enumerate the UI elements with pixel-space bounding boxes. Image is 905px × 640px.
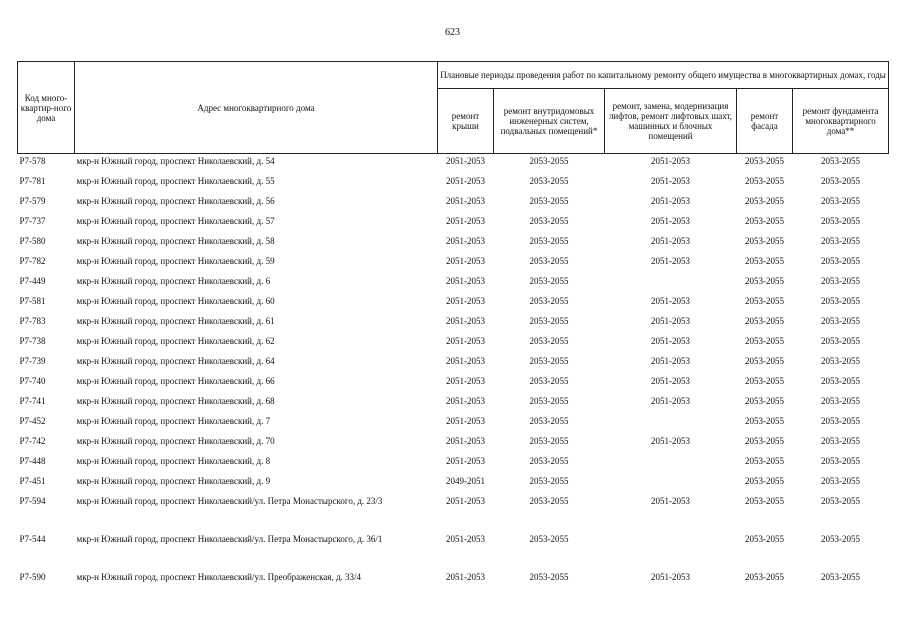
cell-facade: 2053-2055 xyxy=(745,572,784,582)
cell-address: мкр-н Южный город, проспект Николаевский, д. 68 xyxy=(76,396,275,406)
cell-lifts xyxy=(605,274,737,294)
cell-code: Р7-579 xyxy=(19,196,46,206)
cell-address: мкр-н Южный город, проспект Николаевский, д. 55 xyxy=(76,176,275,186)
cell-code: Р7-781 xyxy=(19,176,46,186)
cell-roof: 2051-2053 xyxy=(446,356,485,366)
cell-code: Р7-449 xyxy=(19,276,46,286)
cell-roof: 2051-2053 xyxy=(446,256,485,266)
cell-roof: 2051-2053 xyxy=(446,572,485,582)
cell-roof: 2051-2053 xyxy=(446,456,485,466)
cell-lifts xyxy=(605,414,737,434)
cell-code: Р7-740 xyxy=(19,376,46,386)
cell-foundation: 2053-2055 xyxy=(821,336,861,346)
cell-roof: 2051-2053 xyxy=(446,276,485,286)
cell-facade: 2053-2055 xyxy=(745,436,784,446)
cell-code: Р7-544 xyxy=(19,534,46,544)
cell-facade: 2053-2055 xyxy=(745,496,784,506)
cell-foundation: 2053-2055 xyxy=(821,496,861,506)
cell-address: мкр-н Южный город, проспект Николаевский, д. 8 xyxy=(76,456,271,466)
cell-roof: 2051-2053 xyxy=(446,156,485,166)
cell-code: Р7-578 xyxy=(19,156,46,166)
table-row xyxy=(18,154,889,175)
cell-address: мкр-н Южный город, проспект Николаевский, д. 54 xyxy=(76,156,275,166)
cell-facade: 2053-2055 xyxy=(745,376,784,386)
cell-lifts: 2051-2053 xyxy=(651,256,690,266)
header-facade: ремонт фасада xyxy=(737,89,793,154)
cell-systems: 2053-2055 xyxy=(529,416,569,426)
cell-lifts xyxy=(605,474,737,494)
cell-foundation: 2053-2055 xyxy=(821,534,861,544)
cell-foundation: 2053-2055 xyxy=(821,316,861,326)
cell-code: Р7-782 xyxy=(19,256,46,266)
table-row xyxy=(18,194,889,214)
cell-facade: 2053-2055 xyxy=(745,196,784,206)
cell-systems: 2053-2055 xyxy=(529,476,569,486)
cell-systems: 2053-2055 xyxy=(529,356,569,366)
table-row xyxy=(18,314,889,334)
cell-lifts: 2051-2053 xyxy=(651,236,690,246)
cell-address: мкр-н Южный город, проспект Николаевский/ул. Петра Монастырского, д. 23/3 xyxy=(76,496,383,506)
cell-systems: 2053-2055 xyxy=(529,196,569,206)
table-row xyxy=(18,374,889,394)
cell-facade: 2053-2055 xyxy=(745,456,784,466)
cell-lifts: 2051-2053 xyxy=(651,356,690,366)
cell-roof: 2049-2051 xyxy=(446,476,485,486)
cell-roof: 2051-2053 xyxy=(446,436,485,446)
cell-roof: 2051-2053 xyxy=(446,336,485,346)
cell-address: мкр-н Южный город, проспект Николаевский, д. 58 xyxy=(76,236,275,246)
header-address: Адрес многоквартирного дома xyxy=(75,62,438,154)
cell-address: мкр-н Южный город, проспект Николаевский, д. 60 xyxy=(76,296,275,306)
table-row xyxy=(18,294,889,314)
cell-address: мкр-н Южный город, проспект Николаевский, д. 70 xyxy=(76,436,275,446)
cell-foundation: 2053-2055 xyxy=(821,236,861,246)
cell-roof: 2051-2053 xyxy=(446,396,485,406)
cell-roof: 2051-2053 xyxy=(446,376,485,386)
cell-lifts: 2051-2053 xyxy=(651,216,690,226)
cell-foundation: 2053-2055 xyxy=(821,416,861,426)
cell-address: мкр-н Южный город, проспект Николаевский/ул. Петра Монастырского, д. 36/1 xyxy=(76,534,383,544)
cell-lifts: 2051-2053 xyxy=(651,296,690,306)
header-systems: ремонт внутридомовых инженерных систем, подвальных помещений* xyxy=(494,89,605,154)
cell-address: мкр-н Южный город, проспект Николаевский, д. 9 xyxy=(76,476,271,486)
cell-foundation: 2053-2055 xyxy=(821,276,861,286)
table-row xyxy=(18,532,889,570)
cell-address: мкр-н Южный город, проспект Николаевский, д. 57 xyxy=(76,216,275,226)
cell-foundation: 2053-2055 xyxy=(821,176,861,186)
cell-code: Р7-742 xyxy=(19,436,46,446)
cell-systems: 2053-2055 xyxy=(529,156,569,166)
cell-code: Р7-590 xyxy=(19,572,46,582)
table-row xyxy=(18,494,889,532)
cell-facade: 2053-2055 xyxy=(745,256,784,266)
table-row xyxy=(18,454,889,474)
cell-address: мкр-н Южный город, проспект Николаевский, д. 56 xyxy=(76,196,275,206)
cell-systems: 2053-2055 xyxy=(529,572,569,582)
cell-code: Р7-448 xyxy=(19,456,46,466)
cell-systems: 2053-2055 xyxy=(529,216,569,226)
cell-roof: 2051-2053 xyxy=(446,216,485,226)
cell-foundation: 2053-2055 xyxy=(821,476,861,486)
cell-foundation: 2053-2055 xyxy=(821,196,861,206)
cell-foundation: 2053-2055 xyxy=(821,156,861,166)
cell-lifts: 2051-2053 xyxy=(651,336,690,346)
cell-systems: 2053-2055 xyxy=(529,496,569,506)
cell-code: Р7-594 xyxy=(19,496,46,506)
cell-roof: 2051-2053 xyxy=(446,496,485,506)
cell-foundation: 2053-2055 xyxy=(821,456,861,466)
cell-address: мкр-н Южный город, проспект Николаевский, д. 66 xyxy=(76,376,275,386)
cell-code: Р7-741 xyxy=(19,396,46,406)
table-row xyxy=(18,254,889,274)
cell-systems: 2053-2055 xyxy=(529,376,569,386)
cell-code: Р7-738 xyxy=(19,336,46,346)
cell-foundation: 2053-2055 xyxy=(821,436,861,446)
cell-facade: 2053-2055 xyxy=(745,236,784,246)
header-lifts: ремонт, замена, модернизация лифтов, ремонт лифтовых шахт, машинных и блочных помещений xyxy=(605,89,737,154)
cell-lifts xyxy=(605,532,737,570)
cell-foundation: 2053-2055 xyxy=(821,376,861,386)
cell-facade: 2053-2055 xyxy=(745,396,784,406)
cell-code: Р7-452 xyxy=(19,416,46,426)
cell-roof: 2051-2053 xyxy=(446,236,485,246)
cell-foundation: 2053-2055 xyxy=(821,396,861,406)
cell-foundation: 2053-2055 xyxy=(821,296,861,306)
cell-systems: 2053-2055 xyxy=(529,456,569,466)
table-row xyxy=(18,570,889,590)
cell-facade: 2053-2055 xyxy=(745,416,784,426)
cell-foundation: 2053-2055 xyxy=(821,256,861,266)
cell-code: Р7-451 xyxy=(19,476,46,486)
cell-facade: 2053-2055 xyxy=(745,316,784,326)
cell-systems: 2053-2055 xyxy=(529,296,569,306)
cell-facade: 2053-2055 xyxy=(745,336,784,346)
cell-facade: 2053-2055 xyxy=(745,176,784,186)
cell-lifts xyxy=(605,454,737,474)
cell-facade: 2053-2055 xyxy=(745,156,784,166)
cell-systems: 2053-2055 xyxy=(529,176,569,186)
cell-code: Р7-581 xyxy=(19,296,46,306)
cell-lifts: 2051-2053 xyxy=(651,496,690,506)
cell-systems: 2053-2055 xyxy=(529,396,569,406)
table-row xyxy=(18,434,889,454)
cell-address: мкр-н Южный город, проспект Николаевский/ул. Преображенская, д. 33/4 xyxy=(76,572,362,582)
table-row xyxy=(18,414,889,434)
cell-foundation: 2053-2055 xyxy=(821,216,861,226)
cell-facade: 2053-2055 xyxy=(745,276,784,286)
cell-facade: 2053-2055 xyxy=(745,534,784,544)
cell-address: мкр-н Южный город, проспект Николаевский, д. 7 xyxy=(76,416,271,426)
table-row xyxy=(18,214,889,234)
cell-systems: 2053-2055 xyxy=(529,276,569,286)
cell-address: мкр-н Южный город, проспект Николаевский, д. 61 xyxy=(76,316,275,326)
page-number: 623 xyxy=(445,27,460,38)
cell-systems: 2053-2055 xyxy=(529,436,569,446)
cell-facade: 2053-2055 xyxy=(745,476,784,486)
cell-facade: 2053-2055 xyxy=(745,356,784,366)
cell-lifts: 2051-2053 xyxy=(651,436,690,446)
cell-roof: 2051-2053 xyxy=(446,196,485,206)
header-roof: ремонт крыши xyxy=(438,89,494,154)
header-code: Код много-квартир-ного дома xyxy=(18,62,75,154)
cell-systems: 2053-2055 xyxy=(529,236,569,246)
table-row xyxy=(18,274,889,294)
cell-roof: 2051-2053 xyxy=(446,416,485,426)
cell-code: Р7-737 xyxy=(19,216,46,226)
cell-address: мкр-н Южный город, проспект Николаевский, д. 64 xyxy=(76,356,275,366)
cell-systems: 2053-2055 xyxy=(529,534,569,544)
cell-address: мкр-н Южный город, проспект Николаевский, д. 59 xyxy=(76,256,275,266)
cell-roof: 2051-2053 xyxy=(446,296,485,306)
cell-systems: 2053-2055 xyxy=(529,256,569,266)
table-body xyxy=(18,154,889,591)
cell-lifts: 2051-2053 xyxy=(651,316,690,326)
capital-repair-table xyxy=(17,61,889,590)
cell-address: мкр-н Южный город, проспект Николаевский, д. 62 xyxy=(76,336,275,346)
cell-code: Р7-580 xyxy=(19,236,46,246)
table-row xyxy=(18,234,889,254)
table-row xyxy=(18,394,889,414)
cell-foundation: 2053-2055 xyxy=(821,356,861,366)
header-foundation: ремонт фундамента многоквартирного дома** xyxy=(793,89,889,154)
cell-lifts: 2051-2053 xyxy=(651,176,690,186)
cell-roof: 2051-2053 xyxy=(446,534,485,544)
cell-lifts: 2051-2053 xyxy=(651,196,690,206)
cell-lifts: 2051-2053 xyxy=(651,396,690,406)
cell-systems: 2053-2055 xyxy=(529,336,569,346)
header-planned-periods: Плановые периоды проведения работ по капитальному ремонту общего имущества в многоквартирных домах, годы xyxy=(438,62,889,89)
cell-address: мкр-н Южный город, проспект Николаевский, д. 6 xyxy=(76,276,271,286)
cell-code: Р7-783 xyxy=(19,316,46,326)
cell-lifts: 2051-2053 xyxy=(651,376,690,386)
cell-lifts: 2051-2053 xyxy=(651,156,690,166)
cell-systems: 2053-2055 xyxy=(529,316,569,326)
cell-lifts: 2051-2053 xyxy=(651,572,690,582)
cell-facade: 2053-2055 xyxy=(745,216,784,226)
cell-roof: 2051-2053 xyxy=(446,316,485,326)
table-row xyxy=(18,354,889,374)
cell-foundation: 2053-2055 xyxy=(821,572,861,582)
table-row xyxy=(18,334,889,354)
cell-roof: 2051-2053 xyxy=(446,176,485,186)
table-row xyxy=(18,474,889,494)
cell-code: Р7-739 xyxy=(19,356,46,366)
table-row xyxy=(18,174,889,194)
cell-facade: 2053-2055 xyxy=(745,296,784,306)
